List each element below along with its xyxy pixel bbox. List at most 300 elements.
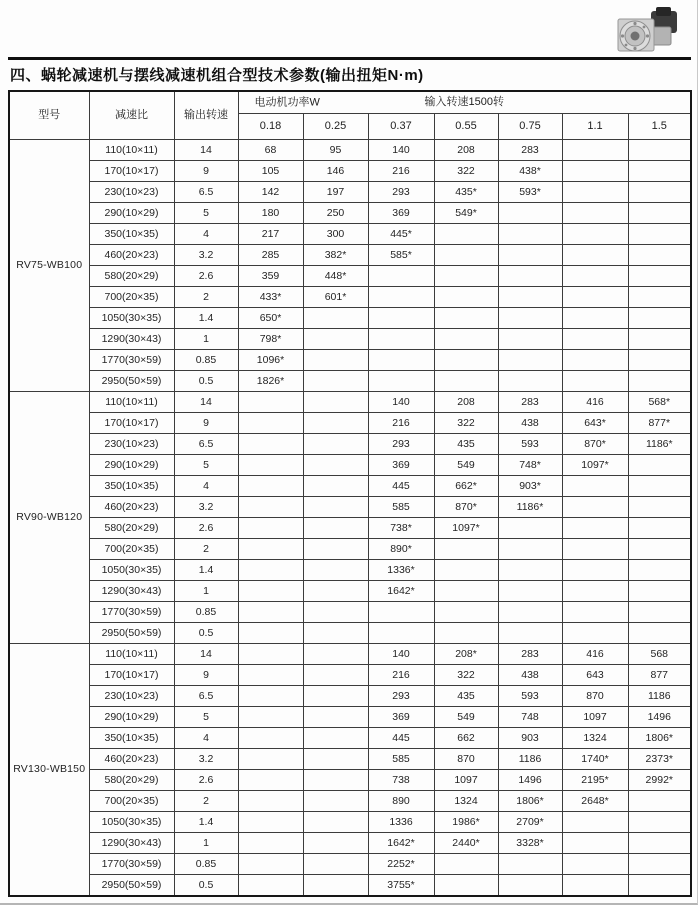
torque-value-cell xyxy=(238,518,303,539)
torque-value-cell xyxy=(498,623,562,644)
ratio-cell: 290(10×29) xyxy=(89,707,174,728)
torque-value-cell xyxy=(628,308,691,329)
torque-value-cell xyxy=(562,854,628,875)
torque-value-cell: 2709* xyxy=(498,812,562,833)
torque-value-cell: 585 xyxy=(368,749,434,770)
ratio-cell: 580(20×29) xyxy=(89,770,174,791)
ratio-cell: 700(20×35) xyxy=(89,539,174,560)
output-speed-cell: 14 xyxy=(174,140,238,161)
ratio-cell: 1290(30×43) xyxy=(89,833,174,854)
header-power-col: 0.75 xyxy=(498,114,562,140)
torque-value-cell xyxy=(434,581,498,602)
torque-value-cell xyxy=(562,833,628,854)
table-header xyxy=(9,91,691,140)
torque-value-cell: 1186* xyxy=(498,497,562,518)
torque-value-cell xyxy=(434,539,498,560)
torque-value-cell: 549 xyxy=(434,455,498,476)
torque-value-cell xyxy=(628,203,691,224)
table-row xyxy=(9,308,691,329)
torque-value-cell: 549 xyxy=(434,707,498,728)
table-row xyxy=(9,875,691,896)
torque-value-cell xyxy=(562,245,628,266)
torque-value-cell: 359 xyxy=(238,266,303,287)
torque-value-cell xyxy=(498,329,562,350)
table-row xyxy=(9,686,691,707)
torque-value-cell xyxy=(562,518,628,539)
output-speed-cell: 1 xyxy=(174,329,238,350)
output-speed-cell: 9 xyxy=(174,161,238,182)
torque-value-cell: 293 xyxy=(368,182,434,203)
ratio-cell: 110(10×11) xyxy=(89,392,174,413)
torque-value-cell: 549* xyxy=(434,203,498,224)
torque-value-cell xyxy=(238,875,303,896)
torque-value-cell: 593* xyxy=(498,182,562,203)
torque-value-cell: 435 xyxy=(434,434,498,455)
torque-value-cell: 662 xyxy=(434,728,498,749)
torque-value-cell xyxy=(562,203,628,224)
torque-value-cell: 1806* xyxy=(628,728,691,749)
torque-value-cell xyxy=(628,140,691,161)
torque-value-cell: 433* xyxy=(238,287,303,308)
table-row xyxy=(9,602,691,623)
torque-value-cell: 593 xyxy=(498,686,562,707)
output-speed-cell: 2 xyxy=(174,539,238,560)
torque-value-cell xyxy=(498,203,562,224)
torque-value-cell xyxy=(562,308,628,329)
torque-value-cell: 877 xyxy=(628,665,691,686)
torque-value-cell: 2195* xyxy=(562,770,628,791)
ratio-cell: 580(20×29) xyxy=(89,518,174,539)
torque-value-cell xyxy=(628,329,691,350)
table-row xyxy=(9,665,691,686)
torque-value-cell xyxy=(498,560,562,581)
torque-value-cell xyxy=(368,266,434,287)
table-row xyxy=(9,476,691,497)
ratio-cell: 350(10×35) xyxy=(89,224,174,245)
torque-value-cell xyxy=(628,371,691,392)
output-speed-cell: 6.5 xyxy=(174,434,238,455)
torque-value-cell: 601* xyxy=(303,287,368,308)
torque-value-cell xyxy=(238,833,303,854)
torque-value-cell xyxy=(628,161,691,182)
torque-value-cell: 322 xyxy=(434,665,498,686)
torque-value-cell: 650* xyxy=(238,308,303,329)
torque-value-cell xyxy=(238,434,303,455)
torque-value-cell xyxy=(303,329,368,350)
torque-value-cell xyxy=(303,728,368,749)
torque-value-cell: 416 xyxy=(562,644,628,665)
output-speed-cell: 14 xyxy=(174,392,238,413)
torque-value-cell xyxy=(498,539,562,560)
torque-value-cell xyxy=(498,266,562,287)
torque-value-cell xyxy=(238,413,303,434)
torque-value-cell: 1336 xyxy=(368,812,434,833)
torque-value-cell xyxy=(562,875,628,896)
torque-value-cell xyxy=(303,665,368,686)
table-row xyxy=(9,203,691,224)
torque-value-cell xyxy=(238,854,303,875)
torque-value-cell xyxy=(238,560,303,581)
ratio-cell: 110(10×11) xyxy=(89,644,174,665)
gearbox-photo xyxy=(605,5,687,59)
torque-value-cell xyxy=(434,287,498,308)
torque-value-cell: 877* xyxy=(628,413,691,434)
torque-value-cell xyxy=(434,245,498,266)
header-motor-power: 电动机功率W xyxy=(254,96,320,108)
parameters-table xyxy=(8,90,692,897)
ratio-cell: 460(20×23) xyxy=(89,497,174,518)
output-speed-cell: 0.85 xyxy=(174,602,238,623)
output-speed-cell: 1 xyxy=(174,833,238,854)
torque-value-cell: 1324 xyxy=(562,728,628,749)
table-row xyxy=(9,560,691,581)
output-speed-cell: 0.5 xyxy=(174,875,238,896)
table-row xyxy=(9,245,691,266)
header-power-group xyxy=(238,91,691,114)
torque-value-cell xyxy=(238,707,303,728)
torque-value-cell xyxy=(562,602,628,623)
section-title: 四、蜗轮减速机与摆线减速机组合型技术参数(输出扭矩N·m) xyxy=(10,67,424,84)
torque-value-cell: 643 xyxy=(562,665,628,686)
torque-value-cell xyxy=(498,371,562,392)
ratio-cell: 1290(30×43) xyxy=(89,581,174,602)
torque-value-cell xyxy=(434,602,498,623)
torque-value-cell xyxy=(628,497,691,518)
ratio-cell: 2950(50×59) xyxy=(89,623,174,644)
header-ratio: 减速比 xyxy=(89,91,174,140)
torque-value-cell xyxy=(628,812,691,833)
torque-value-cell: 140 xyxy=(368,392,434,413)
table-row xyxy=(9,581,691,602)
torque-value-cell xyxy=(628,602,691,623)
output-speed-cell: 4 xyxy=(174,224,238,245)
torque-value-cell xyxy=(303,749,368,770)
torque-value-cell xyxy=(303,518,368,539)
torque-value-cell xyxy=(498,350,562,371)
torque-value-cell: 1496 xyxy=(498,770,562,791)
torque-value-cell xyxy=(303,308,368,329)
output-speed-cell: 2 xyxy=(174,287,238,308)
torque-value-cell: 293 xyxy=(368,434,434,455)
torque-value-cell: 369 xyxy=(368,707,434,728)
ratio-cell: 110(10×11) xyxy=(89,140,174,161)
torque-value-cell: 1186 xyxy=(498,749,562,770)
ratio-cell: 460(20×23) xyxy=(89,245,174,266)
torque-value-cell xyxy=(498,581,562,602)
table-row xyxy=(9,413,691,434)
torque-value-cell xyxy=(303,581,368,602)
torque-value-cell: 208 xyxy=(434,140,498,161)
torque-value-cell: 870* xyxy=(434,497,498,518)
torque-value-cell: 870 xyxy=(562,686,628,707)
torque-value-cell xyxy=(628,854,691,875)
torque-value-cell: 180 xyxy=(238,203,303,224)
torque-value-cell xyxy=(238,455,303,476)
torque-value-cell xyxy=(562,350,628,371)
torque-value-cell: 382* xyxy=(303,245,368,266)
torque-value-cell: 1642* xyxy=(368,833,434,854)
section-rule xyxy=(8,57,691,60)
table-row xyxy=(9,749,691,770)
torque-value-cell xyxy=(628,266,691,287)
torque-value-cell xyxy=(498,224,562,245)
torque-value-cell xyxy=(238,644,303,665)
torque-value-cell xyxy=(303,707,368,728)
output-speed-cell: 5 xyxy=(174,707,238,728)
torque-value-cell: 870 xyxy=(434,749,498,770)
torque-value-cell xyxy=(303,770,368,791)
torque-value-cell xyxy=(303,602,368,623)
torque-value-cell xyxy=(628,182,691,203)
output-speed-cell: 0.5 xyxy=(174,623,238,644)
torque-value-cell: 890* xyxy=(368,539,434,560)
table-row xyxy=(9,644,691,665)
model-cell: RV90-WB120 xyxy=(9,392,89,644)
ratio-cell: 350(10×35) xyxy=(89,728,174,749)
torque-value-cell: 322 xyxy=(434,413,498,434)
torque-value-cell xyxy=(434,560,498,581)
torque-value-cell xyxy=(434,854,498,875)
torque-value-cell xyxy=(238,392,303,413)
torque-value-cell xyxy=(303,791,368,812)
torque-value-cell: 146 xyxy=(303,161,368,182)
torque-value-cell xyxy=(303,623,368,644)
torque-value-cell xyxy=(434,266,498,287)
table-row xyxy=(9,854,691,875)
torque-value-cell xyxy=(498,854,562,875)
torque-value-cell: 140 xyxy=(368,140,434,161)
torque-value-cell xyxy=(628,518,691,539)
torque-value-cell: 1096* xyxy=(238,350,303,371)
torque-value-cell xyxy=(562,371,628,392)
torque-value-cell xyxy=(628,581,691,602)
torque-value-cell: 283 xyxy=(498,392,562,413)
header-input-speed: 输入转速1500转 xyxy=(424,96,505,108)
torque-value-cell xyxy=(562,287,628,308)
torque-value-cell: 585* xyxy=(368,245,434,266)
output-speed-cell: 5 xyxy=(174,455,238,476)
ratio-cell: 1290(30×43) xyxy=(89,329,174,350)
ratio-cell: 1050(30×35) xyxy=(89,812,174,833)
torque-value-cell: 435* xyxy=(434,182,498,203)
torque-value-cell: 216 xyxy=(368,161,434,182)
table-row xyxy=(9,224,691,245)
table-row xyxy=(9,329,691,350)
output-speed-cell: 2.6 xyxy=(174,518,238,539)
torque-value-cell: 369 xyxy=(368,203,434,224)
torque-value-cell: 68 xyxy=(238,140,303,161)
torque-value-cell: 1186* xyxy=(628,434,691,455)
torque-value-cell: 1336* xyxy=(368,560,434,581)
torque-value-cell: 1740* xyxy=(562,749,628,770)
ratio-cell: 230(10×23) xyxy=(89,434,174,455)
torque-value-cell xyxy=(238,476,303,497)
torque-value-cell xyxy=(628,560,691,581)
table-row xyxy=(9,623,691,644)
table-row xyxy=(9,434,691,455)
torque-value-cell xyxy=(562,140,628,161)
torque-value-cell xyxy=(562,224,628,245)
output-speed-cell: 3.2 xyxy=(174,245,238,266)
torque-value-cell: 2648* xyxy=(562,791,628,812)
torque-value-cell xyxy=(238,749,303,770)
output-speed-cell: 6.5 xyxy=(174,686,238,707)
torque-value-cell xyxy=(562,497,628,518)
torque-value-cell: 1097 xyxy=(434,770,498,791)
torque-value-cell xyxy=(562,623,628,644)
torque-value-cell xyxy=(238,812,303,833)
ratio-cell: 230(10×23) xyxy=(89,182,174,203)
torque-value-cell xyxy=(238,770,303,791)
torque-value-cell xyxy=(303,371,368,392)
output-speed-cell: 0.85 xyxy=(174,854,238,875)
torque-value-cell xyxy=(628,287,691,308)
torque-value-cell: 1826* xyxy=(238,371,303,392)
torque-value-cell xyxy=(628,833,691,854)
torque-value-cell xyxy=(303,539,368,560)
torque-value-cell: 568 xyxy=(628,644,691,665)
torque-value-cell: 216 xyxy=(368,665,434,686)
torque-value-cell: 197 xyxy=(303,182,368,203)
torque-value-cell: 448* xyxy=(303,266,368,287)
torque-value-cell: 738 xyxy=(368,770,434,791)
torque-value-cell xyxy=(303,686,368,707)
table-row xyxy=(9,770,691,791)
ratio-cell: 1770(30×59) xyxy=(89,854,174,875)
torque-value-cell xyxy=(628,350,691,371)
torque-value-cell xyxy=(498,287,562,308)
torque-value-cell xyxy=(303,434,368,455)
torque-value-cell: 283 xyxy=(498,644,562,665)
torque-value-cell xyxy=(434,224,498,245)
table-row xyxy=(9,497,691,518)
table-row xyxy=(9,518,691,539)
torque-value-cell: 438 xyxy=(498,665,562,686)
torque-value-cell xyxy=(368,623,434,644)
torque-value-cell: 322 xyxy=(434,161,498,182)
torque-value-cell: 140 xyxy=(368,644,434,665)
torque-value-cell xyxy=(562,476,628,497)
ratio-cell: 2950(50×59) xyxy=(89,371,174,392)
table-row xyxy=(9,140,691,161)
torque-value-cell: 2440* xyxy=(434,833,498,854)
torque-value-cell: 250 xyxy=(303,203,368,224)
torque-value-cell xyxy=(368,350,434,371)
torque-value-cell: 748* xyxy=(498,455,562,476)
torque-value-cell xyxy=(368,371,434,392)
torque-value-cell xyxy=(498,308,562,329)
table-row xyxy=(9,182,691,203)
ratio-cell: 290(10×29) xyxy=(89,455,174,476)
ratio-cell: 290(10×29) xyxy=(89,203,174,224)
ratio-cell: 460(20×23) xyxy=(89,749,174,770)
torque-value-cell: 2252* xyxy=(368,854,434,875)
header-output-speed: 输出转速 xyxy=(174,91,238,140)
header-power-col: 0.55 xyxy=(434,114,498,140)
torque-value-cell xyxy=(434,308,498,329)
torque-value-cell: 738* xyxy=(368,518,434,539)
output-speed-cell: 3.2 xyxy=(174,497,238,518)
header-power-col: 0.18 xyxy=(238,114,303,140)
ratio-cell: 1050(30×35) xyxy=(89,560,174,581)
torque-value-cell xyxy=(303,476,368,497)
torque-value-cell: 285 xyxy=(238,245,303,266)
torque-value-cell: 369 xyxy=(368,455,434,476)
output-speed-cell: 2.6 xyxy=(174,770,238,791)
torque-value-cell: 2992* xyxy=(628,770,691,791)
output-speed-cell: 9 xyxy=(174,413,238,434)
table-row xyxy=(9,266,691,287)
torque-value-cell xyxy=(303,413,368,434)
output-speed-cell: 4 xyxy=(174,476,238,497)
ratio-cell: 350(10×35) xyxy=(89,476,174,497)
torque-value-cell xyxy=(303,644,368,665)
torque-value-cell xyxy=(434,623,498,644)
torque-value-cell: 1642* xyxy=(368,581,434,602)
ratio-cell: 230(10×23) xyxy=(89,686,174,707)
torque-value-cell xyxy=(498,875,562,896)
ratio-cell: 700(20×35) xyxy=(89,287,174,308)
ratio-cell: 580(20×29) xyxy=(89,266,174,287)
torque-value-cell: 3755* xyxy=(368,875,434,896)
torque-value-cell xyxy=(562,581,628,602)
torque-value-cell: 208* xyxy=(434,644,498,665)
output-speed-cell: 0.5 xyxy=(174,371,238,392)
torque-value-cell: 662* xyxy=(434,476,498,497)
torque-value-cell xyxy=(238,686,303,707)
torque-value-cell: 445 xyxy=(368,476,434,497)
torque-value-cell: 438* xyxy=(498,161,562,182)
torque-value-cell: 870* xyxy=(562,434,628,455)
torque-value-cell xyxy=(303,875,368,896)
torque-value-cell xyxy=(303,497,368,518)
torque-value-cell: 2373* xyxy=(628,749,691,770)
torque-value-cell xyxy=(562,329,628,350)
header-power-col: 1.1 xyxy=(562,114,628,140)
table-row xyxy=(9,350,691,371)
torque-value-cell xyxy=(434,875,498,896)
torque-value-cell xyxy=(498,602,562,623)
torque-value-cell: 1097* xyxy=(434,518,498,539)
header-model: 型号 xyxy=(9,91,89,140)
model-cell: RV130-WB150 xyxy=(9,644,89,896)
header-power-col: 1.5 xyxy=(628,114,691,140)
torque-value-cell: 1097 xyxy=(562,707,628,728)
ratio-cell: 2950(50×59) xyxy=(89,875,174,896)
torque-value-cell: 208 xyxy=(434,392,498,413)
torque-value-cell: 798* xyxy=(238,329,303,350)
table-row xyxy=(9,392,691,413)
output-speed-cell: 1.4 xyxy=(174,812,238,833)
torque-value-cell xyxy=(303,560,368,581)
ratio-cell: 1770(30×59) xyxy=(89,350,174,371)
torque-value-cell xyxy=(238,728,303,749)
torque-value-cell xyxy=(303,350,368,371)
torque-value-cell xyxy=(368,287,434,308)
torque-value-cell xyxy=(238,665,303,686)
torque-value-cell: 95 xyxy=(303,140,368,161)
header-power-col: 0.37 xyxy=(368,114,434,140)
table-row xyxy=(9,833,691,854)
torque-value-cell xyxy=(628,245,691,266)
output-speed-cell: 2 xyxy=(174,791,238,812)
torque-value-cell: 593 xyxy=(498,434,562,455)
torque-value-cell xyxy=(238,581,303,602)
torque-value-cell xyxy=(303,455,368,476)
output-speed-cell: 1 xyxy=(174,581,238,602)
torque-value-cell xyxy=(628,476,691,497)
torque-value-cell: 1986* xyxy=(434,812,498,833)
